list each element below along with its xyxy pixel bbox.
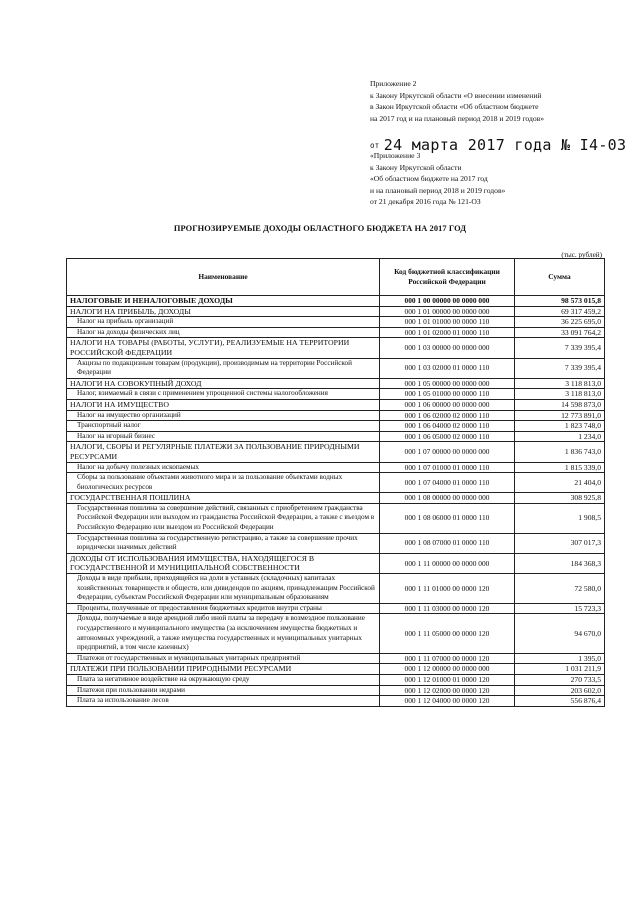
table-row xyxy=(67,389,605,400)
row-sum: 1 234,0 xyxy=(515,431,605,442)
row-code: 000 1 11 03000 00 0000 120 xyxy=(380,603,515,614)
row-code: 000 1 07 00000 00 0000 000 xyxy=(380,442,515,462)
table-row xyxy=(67,462,605,473)
row-name: Налог на игорный бизнес xyxy=(67,431,380,442)
row-name: НАЛОГИ НА ТОВАРЫ (РАБОТЫ, УСЛУГИ), РЕАЛИЗУЕМЫЕ НА ТЕРРИТОРИИ РОССИЙСКОЙ ФЕДЕРАЦИИ xyxy=(67,338,380,358)
row-name: ДОХОДЫ ОТ ИСПОЛЬЗОВАНИЯ ИМУЩЕСТВА, НАХОДЯЩЕГОСЯ В ГОСУДАРСТВЕННОЙ И МУНИЦИПАЛЬНОЙ СОБСТВЕННОСТИ xyxy=(67,553,380,573)
document-title: ПРОГНОЗИРУЕМЫЕ ДОХОДЫ ОБЛАСТНОГО БЮДЖЕТА НА 2017 ГОД xyxy=(173,224,467,233)
row-name: Плата за негативное воздействие на окружающую среду xyxy=(67,674,380,685)
row-sum: 1 031 211,9 xyxy=(515,664,605,675)
header-name: Наименование xyxy=(67,259,380,296)
row-sum: 94 670,0 xyxy=(515,614,605,653)
appendix-line: и на плановый период 2018 и 2019 годов» xyxy=(370,185,506,195)
row-code: 000 1 06 00000 00 0000 000 xyxy=(380,399,515,410)
row-sum: 36 225 695,0 xyxy=(515,317,605,328)
appendix-line: к Закону Иркутской области xyxy=(370,162,462,172)
row-sum: 33 091 764,2 xyxy=(515,327,605,338)
row-code: 000 1 01 01000 00 0000 110 xyxy=(380,317,515,328)
row-sum: 14 598 873,0 xyxy=(515,399,605,410)
table-row xyxy=(67,421,605,432)
appendix-line: от 21 декабря 2016 года № 121-ОЗ xyxy=(370,197,481,207)
row-name: Налог на имущество организаций xyxy=(67,410,380,421)
appendix-line: «Приложение 3 xyxy=(370,151,421,160)
table-row xyxy=(67,442,605,462)
header-line: на 2017 год и на плановый период 2018 и 2019 годов» xyxy=(370,113,545,123)
row-code: 000 1 08 07000 01 0000 110 xyxy=(380,533,515,553)
table-body xyxy=(67,296,605,707)
table-header-row xyxy=(67,259,605,296)
row-name: Сборы за пользование объектами животного мира и за пользование объектами водных биологических ресурсов xyxy=(67,473,380,493)
table-row xyxy=(67,410,605,421)
row-name: Доходы, получаемые в виде арендной либо иной платы за передачу в возмездное пользование государственного и муниципального имущества (за исключением имущества бюджетных и автономных учреждений, а также имущества государственных и муниципальных унитарных предприятий, в том числе казенных) xyxy=(67,614,380,653)
row-name: Платежи от государственных и муниципальных унитарных предприятий xyxy=(67,653,380,664)
row-name: Налог, взимаемый в связи с применением упрощенной системы налогообложения xyxy=(67,389,380,400)
row-code: 000 1 12 01000 01 0000 120 xyxy=(380,674,515,685)
table-row xyxy=(67,553,605,573)
row-name: НАЛОГОВЫЕ И НЕНАЛОГОВЫЕ ДОХОДЫ xyxy=(67,296,380,307)
row-code: 000 1 06 04000 02 0000 110 xyxy=(380,421,515,432)
header-line: к Закону Иркутской области «О внесении изменений xyxy=(370,90,542,100)
law-header xyxy=(370,78,610,124)
table-row xyxy=(67,685,605,696)
row-name: Плата за использование лесов xyxy=(67,696,380,707)
appendix-reference xyxy=(370,150,610,208)
row-sum: 15 723,3 xyxy=(515,603,605,614)
row-sum: 270 733,5 xyxy=(515,674,605,685)
row-code: 000 1 12 04000 00 0000 120 xyxy=(380,696,515,707)
table-row xyxy=(67,603,605,614)
row-name: Транспортный налог xyxy=(67,421,380,432)
table-row xyxy=(67,674,605,685)
row-name: Налог на добычу полезных ископаемых xyxy=(67,462,380,473)
table-row xyxy=(67,378,605,389)
row-code: 000 1 11 07000 00 0000 120 xyxy=(380,653,515,664)
row-name: НАЛОГИ, СБОРЫ И РЕГУЛЯРНЫЕ ПЛАТЕЖИ ЗА ПОЛЬЗОВАНИЕ ПРИРОДНЫМИ РЕСУРСАМИ xyxy=(67,442,380,462)
row-name: Проценты, полученные от предоставления бюджетных кредитов внутри страны xyxy=(67,603,380,614)
row-sum: 1 395,0 xyxy=(515,653,605,664)
table-row xyxy=(67,493,605,504)
row-code: 000 1 07 01000 01 0000 110 xyxy=(380,462,515,473)
table-row xyxy=(67,296,605,307)
row-sum: 21 404,0 xyxy=(515,473,605,493)
row-name: ПЛАТЕЖИ ПРИ ПОЛЬЗОВАНИИ ПРИРОДНЫМИ РЕСУРСАМИ xyxy=(67,664,380,675)
units-label: (тыс. рублей) xyxy=(561,251,602,259)
table-row xyxy=(67,503,605,533)
table-row xyxy=(67,327,605,338)
header-line: Приложение 2 xyxy=(370,79,417,88)
row-name: НАЛОГИ НА СОВОКУПНЫЙ ДОХОД xyxy=(67,378,380,389)
row-code: 000 1 12 00000 00 0000 000 xyxy=(380,664,515,675)
row-name: Доходы в виде прибыли, приходящейся на доли в уставных (складочных) капиталах хозяйственных товариществ и обществ, или дивидендов по акциям, принадлежащим Российской Федерации, субъектам Российской Федерации или муниципальным образованиям xyxy=(67,574,380,604)
row-sum: 307 017,3 xyxy=(515,533,605,553)
row-code: 000 1 11 01000 00 0000 120 xyxy=(380,574,515,604)
header-line: в Закон Иркутской области «Об областном бюджете xyxy=(370,102,539,112)
table-row xyxy=(67,431,605,442)
row-code: 000 1 03 00000 00 0000 000 xyxy=(380,338,515,358)
date-prefix: от xyxy=(370,141,380,150)
row-code: 000 1 03 02000 01 0000 110 xyxy=(380,358,515,378)
row-name: НАЛОГИ НА ИМУЩЕСТВО xyxy=(67,399,380,410)
row-sum: 184 368,3 xyxy=(515,553,605,573)
row-sum: 3 118 813,0 xyxy=(515,389,605,400)
row-sum: 12 773 891,0 xyxy=(515,410,605,421)
row-name: Государственная пошлина за совершение действий, связанных с приобретением гражданства Российской Федерации или выходом из гражданства Российской Федерации, а также с въездом в Российскую Федерацию или выездом из Российской Федерации xyxy=(67,503,380,533)
table-row xyxy=(67,306,605,317)
row-sum: 556 876,4 xyxy=(515,696,605,707)
row-name: НАЛОГИ НА ПРИБЫЛЬ, ДОХОДЫ xyxy=(67,306,380,317)
row-sum: 3 118 813,0 xyxy=(515,378,605,389)
handwritten-date: 24 марта 2017 года № I4-03 xyxy=(383,136,627,154)
row-name: ГОСУДАРСТВЕННАЯ ПОШЛИНА xyxy=(67,493,380,504)
row-sum: 7 339 395,4 xyxy=(515,358,605,378)
row-sum: 1 815 339,0 xyxy=(515,462,605,473)
row-name: Налог на доходы физических лиц xyxy=(67,327,380,338)
row-name: Акцизы по подакцизным товарам (продукции), производимым на территории Российской Федерации xyxy=(67,358,380,378)
row-code: 000 1 00 00000 00 0000 000 xyxy=(380,296,515,307)
row-sum: 98 573 015,8 xyxy=(515,296,605,307)
row-code: 000 1 07 04000 01 0000 110 xyxy=(380,473,515,493)
table-row xyxy=(67,533,605,553)
row-name: Налог на прибыль организаций xyxy=(67,317,380,328)
table-row xyxy=(67,338,605,358)
table-row xyxy=(67,653,605,664)
table-row xyxy=(67,473,605,493)
table-row xyxy=(67,399,605,410)
header-code: Код бюджетной классификации Российской Федерации xyxy=(380,259,515,296)
row-code: 000 1 06 05000 02 0000 110 xyxy=(380,431,515,442)
row-code: 000 1 01 00000 00 0000 000 xyxy=(380,306,515,317)
row-sum: 7 339 395,4 xyxy=(515,338,605,358)
table-row xyxy=(67,614,605,653)
table-row xyxy=(67,664,605,675)
row-sum: 203 602,0 xyxy=(515,685,605,696)
row-name: Государственная пошлина за государственную регистрацию, а также за совершение прочих юридически значимых действий xyxy=(67,533,380,553)
header-sum: Сумма xyxy=(515,259,605,296)
row-code: 000 1 01 02000 01 0000 110 xyxy=(380,327,515,338)
row-code: 000 1 08 06000 01 0000 110 xyxy=(380,503,515,533)
row-code: 000 1 11 05000 00 0000 120 xyxy=(380,614,515,653)
table-row xyxy=(67,696,605,707)
appendix-line: «Об областном бюджете на 2017 год xyxy=(370,174,488,184)
row-code: 000 1 05 01000 00 0000 110 xyxy=(380,389,515,400)
row-name: Платежи при пользовании недрами xyxy=(67,685,380,696)
row-sum: 69 317 459,2 xyxy=(515,306,605,317)
table-row xyxy=(67,358,605,378)
row-sum: 1 823 748,0 xyxy=(515,421,605,432)
row-sum: 72 580,0 xyxy=(515,574,605,604)
table-row xyxy=(67,574,605,604)
row-code: 000 1 05 00000 00 0000 000 xyxy=(380,378,515,389)
row-sum: 1 908,5 xyxy=(515,503,605,533)
row-code: 000 1 08 00000 00 0000 000 xyxy=(380,493,515,504)
row-sum: 1 836 743,0 xyxy=(515,442,605,462)
row-code: 000 1 11 00000 00 0000 000 xyxy=(380,553,515,573)
row-code: 000 1 12 02000 00 0000 120 xyxy=(380,685,515,696)
row-code: 000 1 06 02000 02 0000 110 xyxy=(380,410,515,421)
row-sum: 308 925,8 xyxy=(515,493,605,504)
table-row xyxy=(67,317,605,328)
income-table xyxy=(66,258,605,707)
